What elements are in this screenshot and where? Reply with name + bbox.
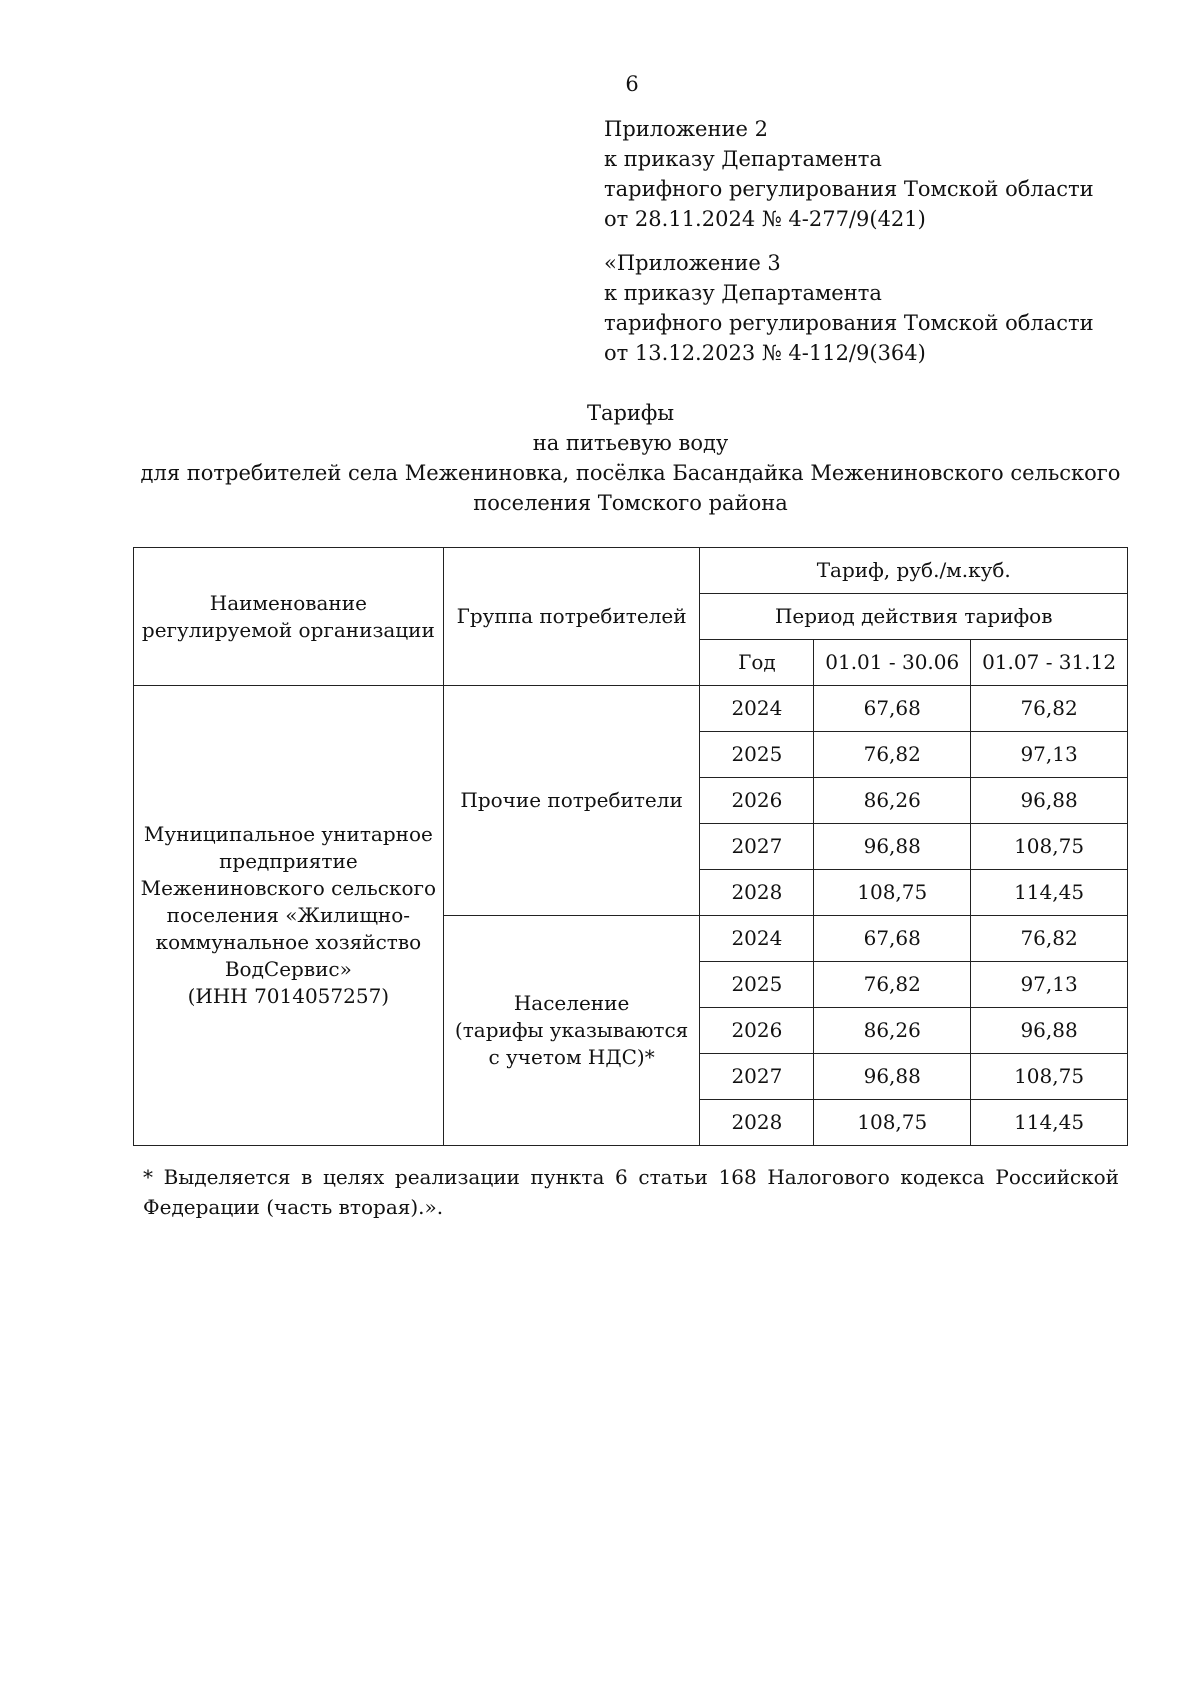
header-tariff: Тариф, руб./м.куб. — [700, 548, 1128, 594]
appendix-line: к приказу Департамента — [604, 147, 882, 171]
header-year: Год — [700, 640, 814, 686]
title-line: для потребителей села Межениновка, посёлка Басандайка Межениновского сельского — [140, 461, 1121, 485]
consumer-group-line: Прочие потребители — [460, 788, 683, 812]
year-cell: 2028 — [700, 1100, 814, 1146]
page-number: 6 — [625, 72, 639, 96]
tariff-second-half-cell: 96,88 — [971, 1008, 1128, 1054]
organization-name-line: Муниципальное унитарное — [143, 822, 433, 846]
tariff-second-half-cell: 114,45 — [971, 1100, 1128, 1146]
appendix-line: Приложение 2 — [604, 117, 768, 141]
consumer-group-line: с учетом НДС)* — [488, 1045, 655, 1069]
tariff-first-half-cell: 96,88 — [814, 1054, 971, 1100]
consumer-group-line: (тарифы указываются — [454, 1018, 689, 1042]
appendix-line: от 28.11.2024 № 4-277/9(421) — [604, 207, 926, 231]
appendix-line: «Приложение 3 — [604, 251, 781, 275]
year-cell: 2027 — [700, 1054, 814, 1100]
tariff-first-half-cell: 76,82 — [814, 962, 971, 1008]
header-organization: Наименование регулируемой организации — [134, 548, 444, 686]
year-cell: 2024 — [700, 916, 814, 962]
tariff-second-half-cell: 97,13 — [971, 732, 1128, 778]
organization-name-line: поселения «Жилищно- — [166, 903, 411, 927]
consumer-group-cell — [443, 916, 700, 1146]
tariff-second-half-cell: 114,45 — [971, 870, 1128, 916]
header-first-half: 01.01 - 30.06 — [814, 640, 971, 686]
tariff-first-half-cell: 67,68 — [814, 916, 971, 962]
title-line: на питьевую воду — [532, 431, 729, 455]
table-header-row — [134, 548, 1128, 594]
tariff-first-half-cell: 108,75 — [814, 870, 971, 916]
year-cell: 2025 — [700, 732, 814, 778]
year-cell: 2024 — [700, 686, 814, 732]
organization-name-line: коммунальное хозяйство — [155, 930, 422, 954]
tariff-first-half-cell: 96,88 — [814, 824, 971, 870]
tariff-second-half-cell: 96,88 — [971, 778, 1128, 824]
header-second-half: 01.07 - 31.12 — [971, 640, 1128, 686]
year-cell: 2026 — [700, 778, 814, 824]
tariff-second-half-cell: 76,82 — [971, 916, 1128, 962]
header-consumer-group: Группа потребителей — [443, 548, 700, 686]
consumer-group-cell — [443, 686, 700, 916]
tariff-first-half-cell: 76,82 — [814, 732, 971, 778]
appendix-reference-current — [604, 114, 1094, 234]
organization-name-line: (ИНН 7014057257) — [187, 984, 390, 1008]
appendix-line: от 13.12.2023 № 4-112/9(364) — [604, 341, 926, 365]
title-line: поселения Томского района — [473, 491, 788, 515]
tariff-second-half-cell: 108,75 — [971, 1054, 1128, 1100]
tariff-second-half-cell: 97,13 — [971, 962, 1128, 1008]
tariff-second-half-cell: 76,82 — [971, 686, 1128, 732]
tariff-table — [133, 547, 1128, 1146]
organization-name-line: предприятие — [219, 849, 358, 873]
year-cell: 2027 — [700, 824, 814, 870]
appendix-line: тарифного регулирования Томской области — [604, 311, 1094, 335]
appendix-line: тарифного регулирования Томской области — [604, 177, 1094, 201]
year-cell: 2028 — [700, 870, 814, 916]
organization-name-cell — [134, 686, 444, 1146]
table-row — [134, 686, 1128, 732]
consumer-group-line: Население — [513, 991, 630, 1015]
tariff-second-half-cell: 108,75 — [971, 824, 1128, 870]
header-period: Период действия тарифов — [700, 594, 1128, 640]
tariff-first-half-cell: 86,26 — [814, 1008, 971, 1054]
document-title — [133, 398, 1128, 518]
appendix-line: к приказу Департамента — [604, 281, 882, 305]
appendix-reference-original — [604, 248, 1094, 368]
tariff-first-half-cell: 67,68 — [814, 686, 971, 732]
organization-name-line: ВодСервис» — [224, 957, 352, 981]
footnote: * Выделяется в целях реализации пункта 6 статьи 168 Налогового кодекса Российской Федерации (часть вторая).». — [143, 1165, 1119, 1219]
tariff-first-half-cell: 86,26 — [814, 778, 971, 824]
year-cell: 2025 — [700, 962, 814, 1008]
title-line: Тарифы — [586, 401, 675, 425]
organization-name-line: Межениновского сельского — [140, 876, 437, 900]
tariff-first-half-cell: 108,75 — [814, 1100, 971, 1146]
year-cell: 2026 — [700, 1008, 814, 1054]
